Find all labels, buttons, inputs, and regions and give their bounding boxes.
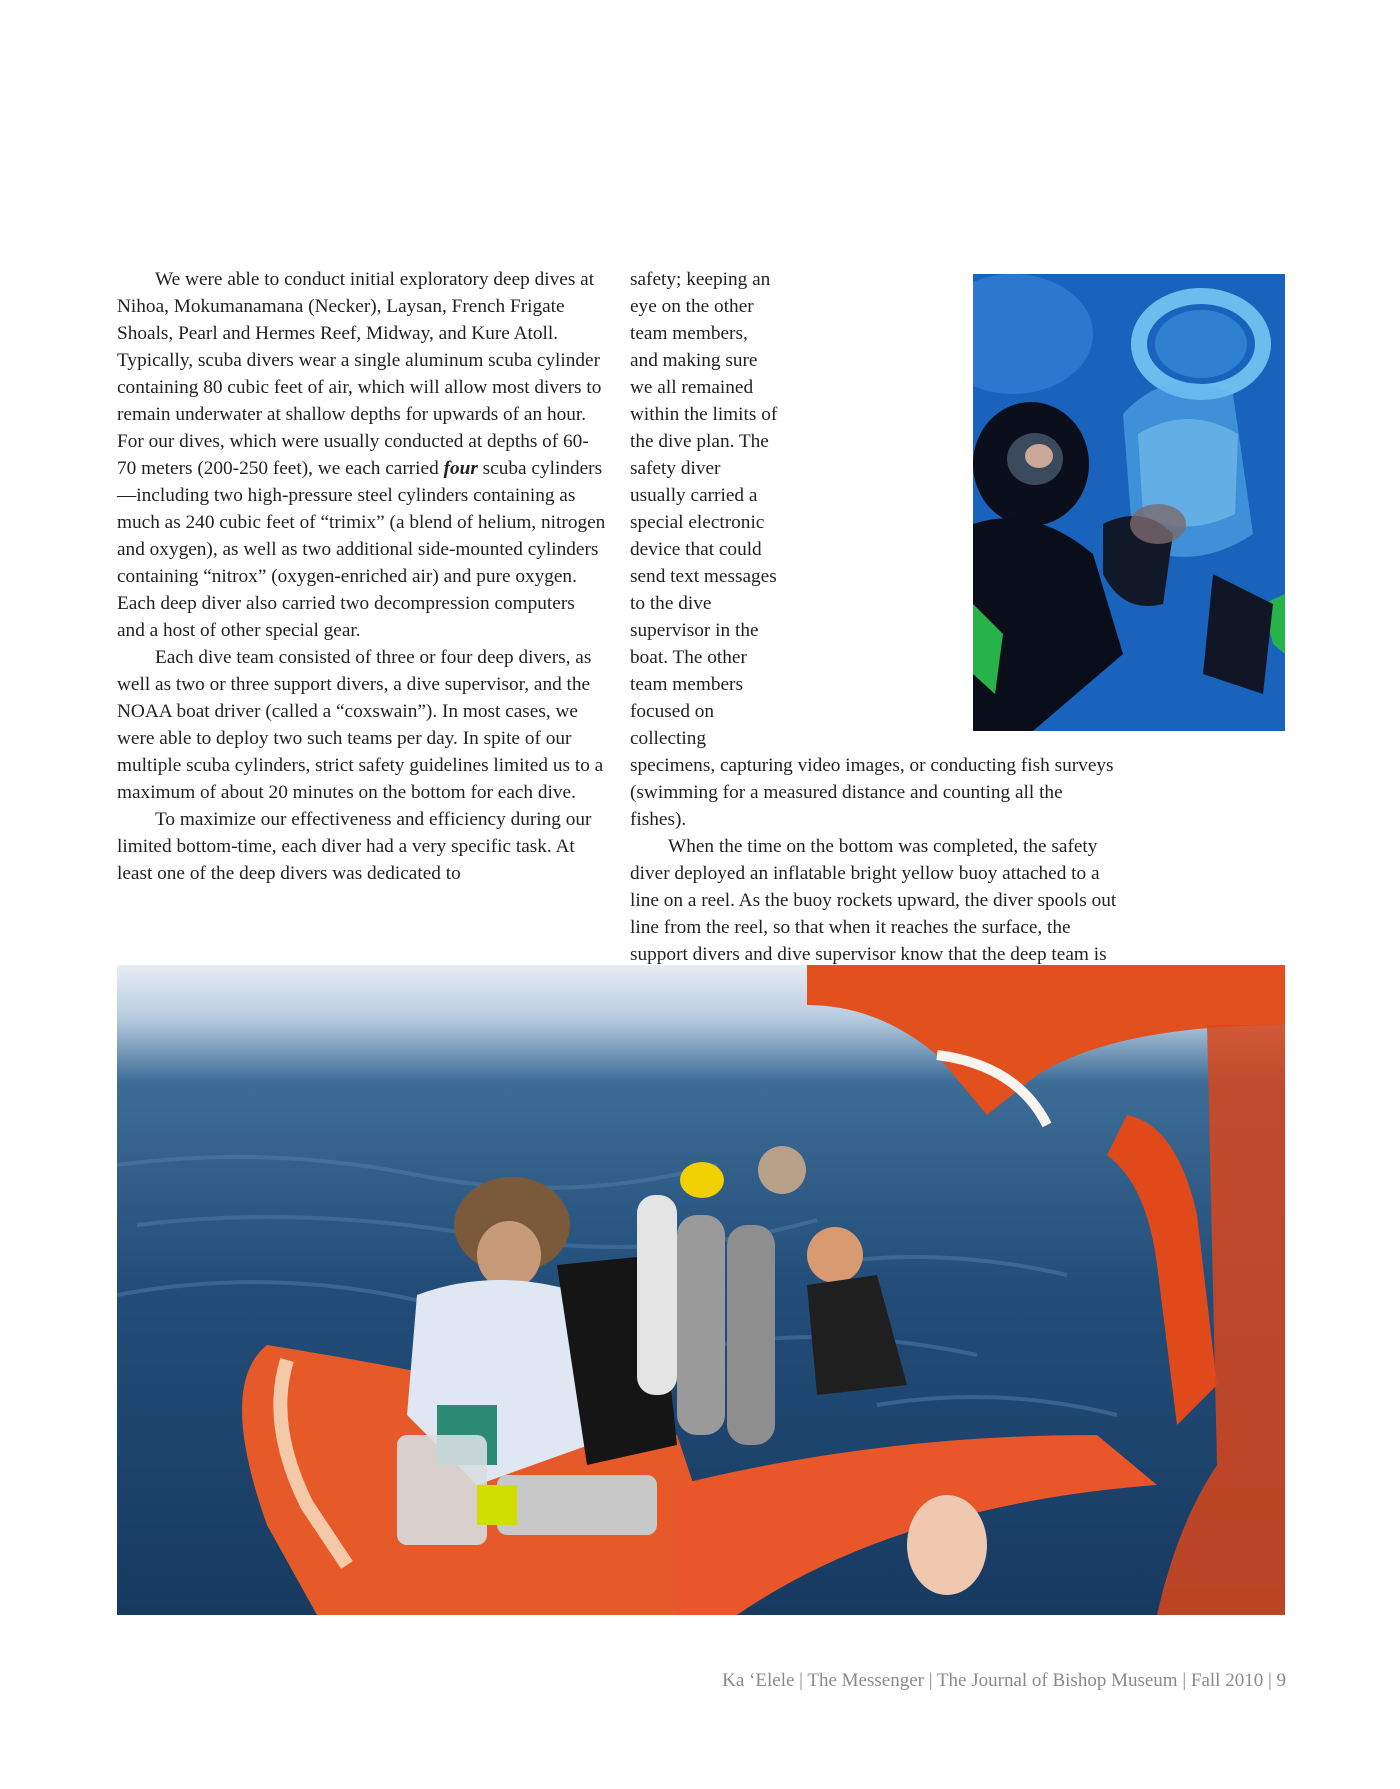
paragraph-text: scuba cylinders—including two high-pressure steel cylinders containing as much as 240 cubic feet of “trimix” (a blend of helium, nitrogen and oxygen), as well as two additional side-mounted cylinders containing “nitrox” (oxygen-enriched air) and pure oxygen. Each deep diver also carried two decompression computers and a host of other special gear. <box>117 458 606 641</box>
article-paragraph: When the time on the bottom was completed, the safety diver deployed an inflatable bright yellow buoy attached to a line on a reel. As the buoy rockets upward, the diver spools out line from the reel, so that when it reaches the surface, the support divers and dive supervisor know that the deep team is <box>630 836 1117 965</box>
article-paragraph: Each dive team consisted of three or four deep divers, as well as two or three support divers, a dive supervisor, and the NOAA boat driver (called a “coxswain”). In most cases, we were able to deploy two such teams per day. In spite of our multiple scuba cylinders, strict safety guidelines limited us to a maximum of about 20 minutes on the bottom for each dive. <box>117 647 604 803</box>
emphasis-word: four <box>443 458 478 479</box>
article-paragraph <box>117 266 607 644</box>
diver-jellyfish-photo <box>973 274 1285 731</box>
article-paragraph: safety; keeping an eye on the other team members, and making sure we all remained within the limits of the dive plan. The safety diver usually carried a special electronic device that could send text messages to the dive supervisor in the boat. The other team members focused on collecting specimens, capturing video images, or conducting fish surveys (swimming for a measured distance and counting all the fishes). <box>630 269 1114 830</box>
article-paragraph: To maximize our effectiveness and efficiency during our limited bottom-time, each diver had a very specific task. At least one of the deep divers was dedicated to <box>117 809 592 884</box>
page-footer: Ka ‘Elele | The Messenger | The Journal of Bishop Museum | Fall 2010 | 9 <box>722 1670 1286 1691</box>
article-column-left <box>117 266 607 887</box>
divers-boat-photo <box>117 965 1285 1615</box>
paragraph-text: We were able to conduct initial exploratory deep dives at Nihoa, Mokumanamana (Necker), Laysan, French Frigate Shoals, Pearl and Hermes Reef, Midway, and Kure Atoll. Typically, scuba divers wear a single aluminum scuba cylinder containing 80 cubic feet of air, which will allow most divers to remain underwater at shallow depths for upwards of an hour. For our dives, which were usually conducted at depths of 60-70 meters (200-250 feet), we each carried <box>117 269 602 479</box>
